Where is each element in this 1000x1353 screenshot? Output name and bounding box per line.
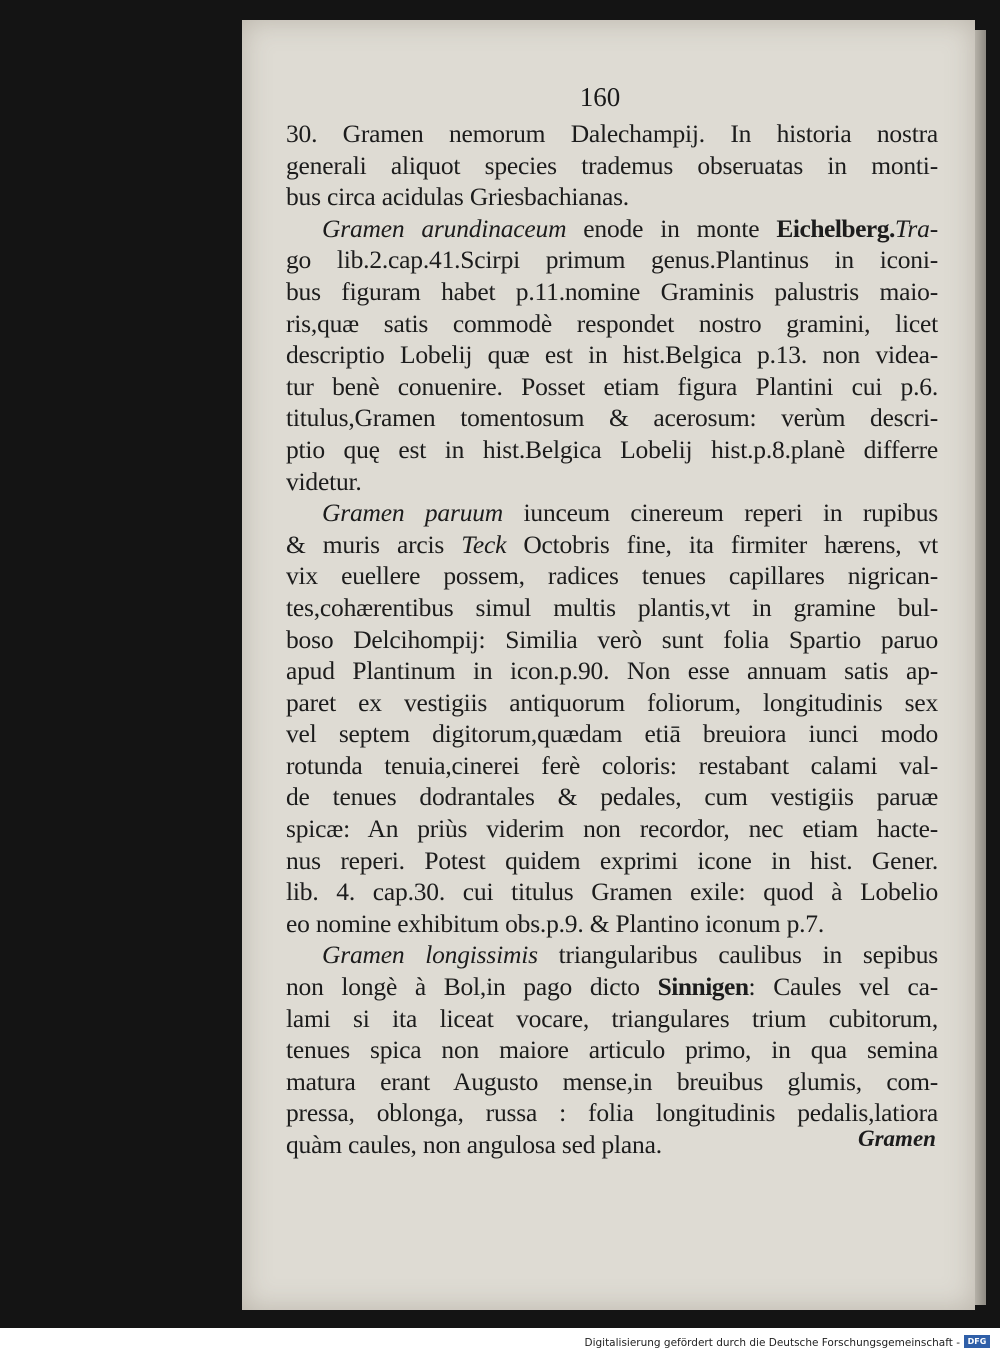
text-run: : Caules vel ca- bbox=[748, 972, 938, 1002]
text-run: titulus,Gramen tomentosum & acerosum: verùm descri- bbox=[286, 403, 938, 433]
text-run: videtur. bbox=[286, 466, 362, 496]
text-run: vel septem digitorum,quædam etiā breuiora iunci modo bbox=[286, 719, 938, 749]
text-run: pressa, oblonga, russa : folia longitudinis pedalis,latiora bbox=[286, 1098, 938, 1128]
text-line bbox=[286, 939, 938, 971]
text-line bbox=[286, 876, 938, 908]
text-run: descriptio Lobelij quæ est in hist.Belgica p.13. non videa- bbox=[286, 340, 938, 370]
text-line bbox=[286, 150, 938, 182]
page-text bbox=[286, 118, 938, 1161]
text-run: nus reperi. Potest quidem exprimi icone in hist. Gener. bbox=[286, 845, 938, 875]
text-run: lib. 4. cap.30. cui titulus Gramen exile: quod à Lobelio bbox=[286, 877, 938, 907]
catchword: Gramen bbox=[858, 1126, 936, 1151]
text-run: & muris arcis bbox=[286, 529, 462, 559]
text-line bbox=[286, 1066, 938, 1098]
text-run: lami si ita liceat vocare, triangulares trium cubitorum, bbox=[286, 1003, 938, 1033]
text-run: de tenues dodrantales & pedales, cum vestigiis paruæ bbox=[286, 782, 938, 812]
text-line bbox=[286, 244, 938, 276]
text-line bbox=[286, 308, 938, 340]
text-run: apud Plantinum in icon.p.90. Non esse annuam satis ap- bbox=[286, 656, 938, 686]
text-line bbox=[286, 592, 938, 624]
text-line bbox=[286, 497, 938, 529]
text-line bbox=[286, 529, 938, 561]
text-run: spicæ: An priùs viderim non recordor, nec etiam hacte- bbox=[286, 814, 938, 844]
text-run: generali aliquot species trademus obseruatas in monti- bbox=[286, 150, 938, 180]
text-line bbox=[286, 1034, 938, 1066]
text-run: tenues spica non maiore articulo primo, in qua semina bbox=[286, 1035, 938, 1065]
text-run: eo nomine exhibitum obs.p.9. & Plantino iconum p.7. bbox=[286, 908, 825, 938]
text-run: Gramen longissimis bbox=[322, 940, 538, 970]
text-run: ris,quæ satis commodè respondet nostro gramini, licet bbox=[286, 308, 938, 338]
text-run: iunceum cinereum reperi in rupibus bbox=[503, 498, 938, 528]
page-number: 160 bbox=[579, 82, 621, 112]
text-run: vix euellere possem, radices tenues capillares nigrican- bbox=[286, 561, 938, 591]
text-run: ptio quę est in hist.Belgica Lobelij hist.p.8.planè differre bbox=[286, 434, 938, 464]
text-run: Sinnigen bbox=[657, 972, 749, 1002]
text-line bbox=[286, 750, 938, 782]
text-line bbox=[286, 560, 938, 592]
text-run: matura erant Augusto mense,in breuibus glumis, com- bbox=[286, 1066, 938, 1096]
text-line bbox=[286, 181, 938, 213]
text-run: Tra- bbox=[894, 213, 938, 243]
text-line bbox=[286, 908, 938, 940]
text-run: Octobris fine, ita firmiter hærens, vt bbox=[506, 529, 938, 559]
text-line bbox=[286, 718, 938, 750]
text-line bbox=[286, 434, 938, 466]
text-run: paret ex vestigiis antiquorum foliorum, longitudinis sex bbox=[286, 687, 938, 717]
text-line bbox=[286, 781, 938, 813]
text-line bbox=[286, 339, 938, 371]
page-edge bbox=[975, 30, 986, 1305]
text-line bbox=[286, 1003, 938, 1035]
text-line bbox=[286, 1129, 938, 1161]
text-line bbox=[286, 371, 938, 403]
text-run: triangularibus caulibus in sepibus bbox=[537, 940, 938, 970]
dfg-logo: DFG bbox=[964, 1335, 990, 1348]
text-run: bus figuram habet p.11.nomine Graminis palustris maio- bbox=[286, 276, 938, 306]
text-run: Eichelberg. bbox=[776, 213, 895, 243]
text-line bbox=[286, 118, 938, 150]
text-run: enode in monte bbox=[566, 213, 777, 243]
text-run: boso Delcihompij: Similia verò sunt folia Spartio paruo bbox=[286, 624, 938, 654]
text-run: tes,cohærentibus simul multis plantis,vt in gramine bul- bbox=[286, 592, 938, 622]
text-run: bus circa acidulas Griesbachianas. bbox=[286, 182, 629, 212]
text-line bbox=[286, 687, 938, 719]
text-line bbox=[286, 402, 938, 434]
text-line bbox=[286, 813, 938, 845]
text-line bbox=[286, 213, 938, 245]
text-run: Gramen arundinaceum bbox=[322, 213, 567, 243]
text-run: Gramen paruum bbox=[322, 498, 504, 528]
text-run: 30. Gramen nemorum Dalechampij. In historia nostra bbox=[286, 119, 938, 148]
text-line bbox=[286, 1097, 938, 1129]
text-run: Teck bbox=[461, 529, 507, 559]
text-run: quàm caules, non angulosa sed plana. bbox=[286, 1130, 662, 1159]
text-line bbox=[286, 971, 938, 1003]
text-run: go lib.2.cap.41.Scirpi primum genus.Plantinus in iconi- bbox=[286, 245, 938, 275]
footer-credit: Digitalisierung gefördert durch die Deutsche Forschungsgemeinschaft - bbox=[584, 1337, 960, 1349]
text-line bbox=[286, 845, 938, 877]
footer-bar bbox=[0, 1328, 1000, 1353]
text-line bbox=[286, 655, 938, 687]
text-run: rotunda tenuia,cinerei ferè coloris: restabant calami val- bbox=[286, 750, 938, 780]
text-run: non longè à Bol,in pago dicto bbox=[286, 972, 658, 1002]
text-line bbox=[286, 276, 938, 308]
text-line bbox=[286, 466, 938, 498]
text-line bbox=[286, 624, 938, 656]
text-run: tur benè conuenire. Posset etiam figura Plantini cui p.6. bbox=[286, 371, 938, 401]
